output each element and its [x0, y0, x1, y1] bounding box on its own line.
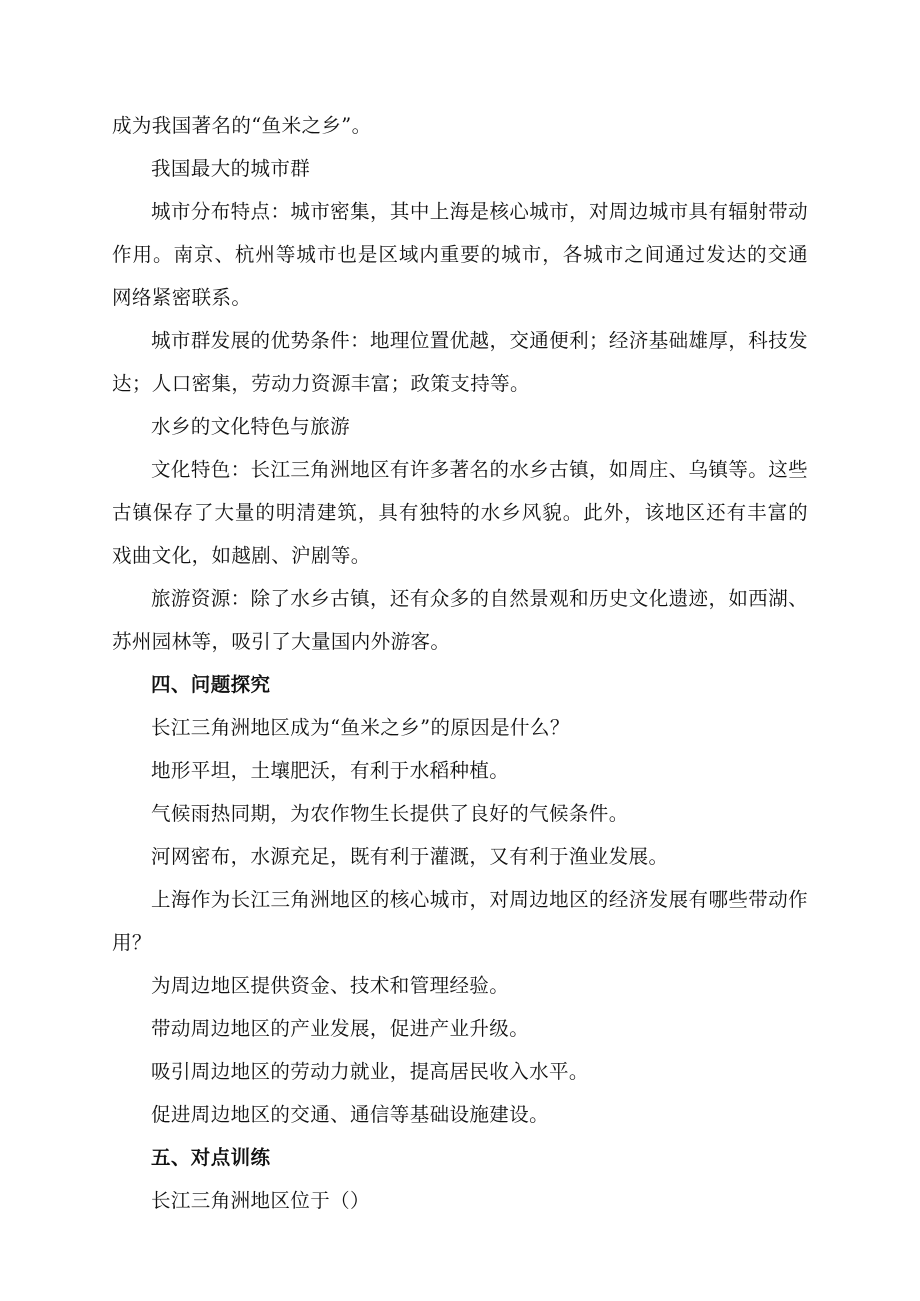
question-fish-rice-reason: 长江三角洲地区成为“鱼米之乡”的原因是什么？ [151, 716, 570, 739]
section-heading-inquiry: 四、问题探究 [151, 673, 271, 696]
paragraph-fish-rice-land: 成为我国著名的“鱼米之乡”。 [112, 114, 372, 137]
question-shanghai-role: 上海作为长江三角洲地区的核心城市，对周边地区的经济发展有哪些带动作用？ [112, 888, 808, 954]
answer-industry: 带动周边地区的产业发展，促进产业升级。 [151, 1017, 530, 1040]
answer-capital-tech: 为周边地区提供资金、技术和管理经验。 [151, 974, 510, 997]
paragraph-city-distribution: 城市分布特点：城市密集，其中上海是核心城市，对周边城市具有辐射带动作用。南京、杭州等城市也是区域内重要的城市，各城市之间通过发达的交通网络紧密联系。 [112, 200, 808, 309]
heading-largest-city-cluster: 我国最大的城市群 [151, 157, 311, 180]
paragraph-tourism-resources: 旅游资源：除了水乡古镇，还有众多的自然景观和历史文化遗迹，如西湖、苏州园林等，吸引了大量国内外游客。 [112, 587, 808, 653]
paragraph-cultural-features: 文化特色：长江三角洲地区有许多著名的水乡古镇，如周庄、乌镇等。这些古镇保存了大量的明清建筑，具有独特的水乡风貌。此外，该地区还有丰富的戏曲文化，如越剧、沪剧等。 [112, 458, 808, 567]
practice-question-location: 长江三角洲地区位于（） [151, 1189, 370, 1212]
section-heading-practice: 五、对点训练 [151, 1146, 271, 1169]
answer-terrain: 地形平坦，土壤肥沃，有利于水稻种植。 [151, 759, 510, 782]
answer-rivers: 河网密布，水源充足，既有利于灌溉，又有利于渔业发展。 [151, 845, 669, 868]
heading-water-town-culture: 水乡的文化特色与旅游 [151, 415, 351, 438]
paragraph-cluster-advantages: 城市群发展的优势条件：地理位置优越，交通便利；经济基础雄厚，科技发达；人口密集，劳动力资源丰富；政策支持等。 [112, 329, 808, 395]
answer-climate: 气候雨热同期，为农作物生长提供了良好的气候条件。 [151, 802, 629, 825]
answer-employment: 吸引周边地区的劳动力就业，提高居民收入水平。 [151, 1060, 589, 1083]
answer-infrastructure: 促进周边地区的交通、通信等基础设施建设。 [151, 1103, 550, 1126]
